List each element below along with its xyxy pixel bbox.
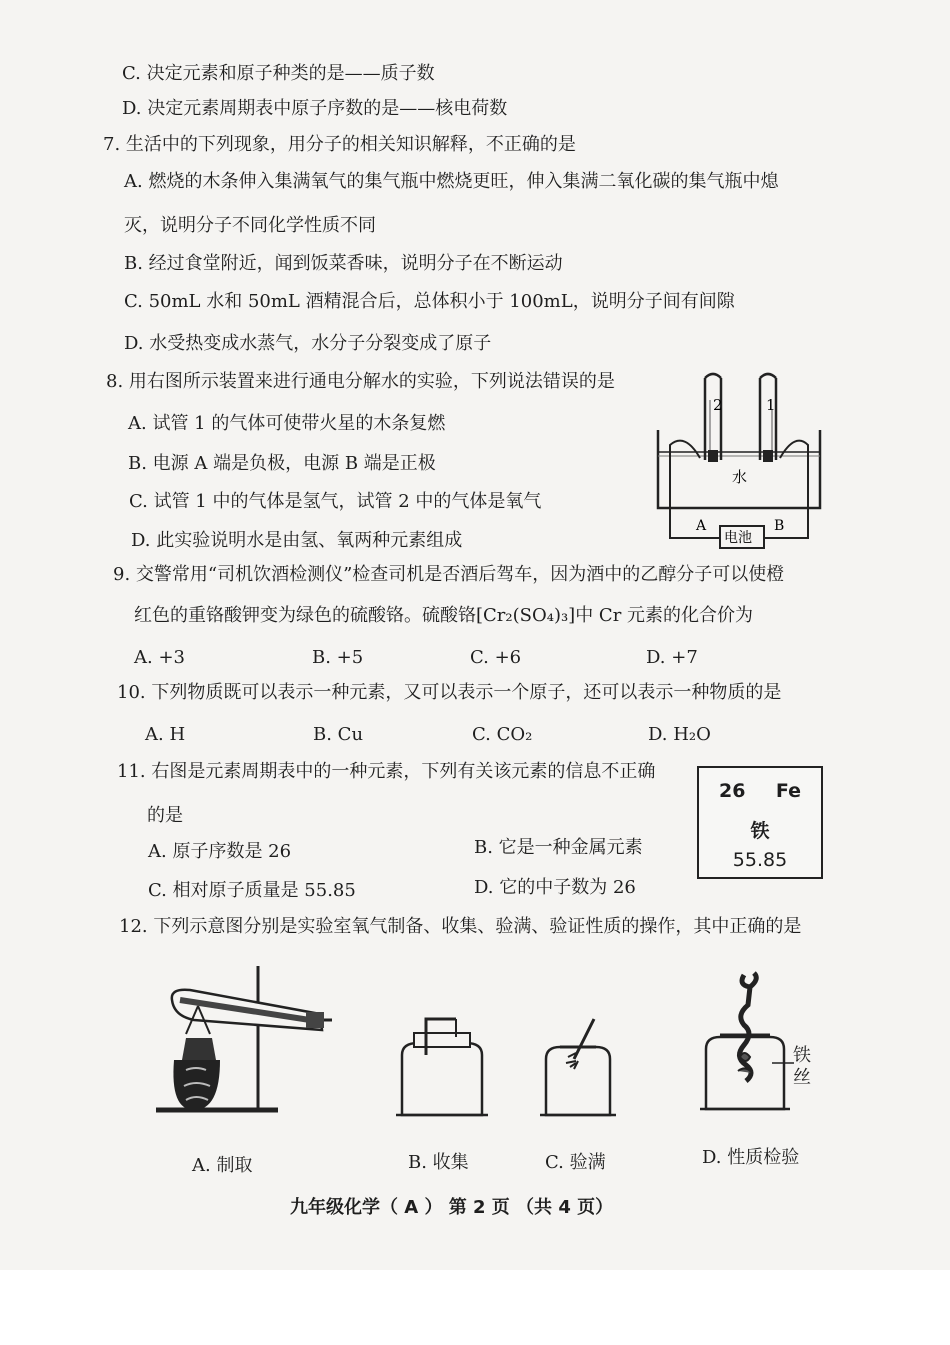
- figure-a-caption: A. 制取: [192, 1155, 253, 1176]
- figure-d-caption: D. 性质检验: [702, 1147, 800, 1168]
- q8-option-d: D. 此实验说明水是由氢、氧两种元素组成: [131, 530, 463, 551]
- atomic-mass: 55.85: [732, 849, 788, 871]
- q7-option-a-line1: A. 燃烧的木条伸入集满氧气的集气瓶中燃烧更旺，伸入集满二氧化碳的集气瓶中熄: [124, 171, 779, 192]
- tube-1-label: 1: [766, 396, 776, 414]
- q7-stem: 7. 生活中的下列现象，用分子的相关知识解释，不正确的是: [103, 134, 576, 155]
- q10-option: C. CO₂: [472, 724, 533, 745]
- element-symbol: Fe: [775, 780, 801, 802]
- q10-option: D. H₂O: [648, 724, 711, 745]
- q9-option: D. +7: [646, 647, 698, 668]
- q7-option-b: B. 经过食堂附近，闻到饭菜香味，说明分子在不断运动: [124, 253, 563, 274]
- q9-stem-line2: 红色的重铬酸钾变为绿色的硫酸铬。硫酸铬[Cr₂(SO₄)₃]中 Cr 元素的化合价为: [134, 605, 754, 626]
- figure-c-caption: C. 验满: [545, 1152, 606, 1173]
- q7-option-a-line2: 灭，说明分子不同化学性质不同: [124, 215, 376, 236]
- q8-stem: 8. 用右图所示装置来进行通电分解水的实验，下列说法错误的是: [106, 371, 615, 392]
- water-label: 水: [732, 468, 748, 486]
- page-footer: 九年级化学（ A ） 第 2 页 （共 4 页）: [290, 1197, 614, 1218]
- q10-option: A. H: [145, 724, 186, 745]
- q9-option: B. +5: [312, 647, 364, 668]
- q11-stem-line2: 的是: [147, 805, 183, 826]
- q8-option-c: C. 试管 1 中的气体是氢气，试管 2 中的气体是氧气: [129, 491, 542, 512]
- figure-d-iron-wire-bottle: [700, 965, 820, 1115]
- q9-option: A. +3: [134, 647, 185, 668]
- q10-stem: 10. 下列物质既可以表示一种元素，又可以表示一个原子，还可以表示一种物质的是: [117, 682, 782, 703]
- battery-end-b-label: B: [774, 518, 785, 534]
- figure-a-heating-apparatus: [150, 960, 340, 1120]
- q8-option-a: A. 试管 1 的气体可使带火星的木条复燃: [128, 413, 446, 434]
- q9-option: C. +6: [470, 647, 522, 668]
- battery-end-a-label: A: [696, 518, 707, 534]
- battery-label: 电池: [724, 530, 752, 546]
- q6-option-d: D. 决定元素周期表中原子序数的是——核电荷数: [122, 98, 508, 119]
- figure-c-test-full-bottle: [538, 1015, 618, 1120]
- q11-option: B. 它是一种金属元素: [474, 837, 643, 858]
- q12-stem: 12. 下列示意图分别是实验室氧气制备、收集、验满、验证性质的操作，其中正确的是: [119, 916, 802, 937]
- tube-2-label: 2: [713, 396, 723, 414]
- figure-b-collection-bottle: [392, 1015, 492, 1120]
- q7-option-d: D. 水受热变成水蒸气，水分子分裂变成了原子: [124, 333, 492, 354]
- q10-option: B. Cu: [313, 724, 364, 745]
- periodic-element-card: [697, 766, 823, 879]
- figure-b-caption: B. 收集: [408, 1152, 469, 1173]
- q11-stem-line1: 11. 右图是元素周期表中的一种元素，下列有关该元素的信息不正确: [117, 761, 656, 782]
- q6-option-c: C. 决定元素和原子种类的是——质子数: [122, 63, 435, 84]
- q9-stem-line1: 9. 交警常用“司机饮酒检测仪”检查司机是否酒后驾车，因为酒中的乙醇分子可以使橙: [113, 564, 785, 585]
- q11-option: C. 相对原子质量是 55.85: [148, 880, 356, 901]
- q11-option: D. 它的中子数为 26: [474, 877, 636, 898]
- q8-option-b: B. 电源 A 端是负极，电源 B 端是正极: [128, 453, 436, 474]
- electrolysis-apparatus-figure: [650, 370, 835, 550]
- atomic-number: 26: [719, 780, 746, 802]
- element-name: 铁: [750, 820, 770, 842]
- q7-option-c: C. 50mL 水和 50mL 酒精混合后，总体积小于 100mL，说明分子间有间隙: [124, 291, 735, 312]
- q11-option: A. 原子序数是 26: [148, 841, 292, 862]
- iron-wire-label: 铁丝: [793, 1045, 811, 1088]
